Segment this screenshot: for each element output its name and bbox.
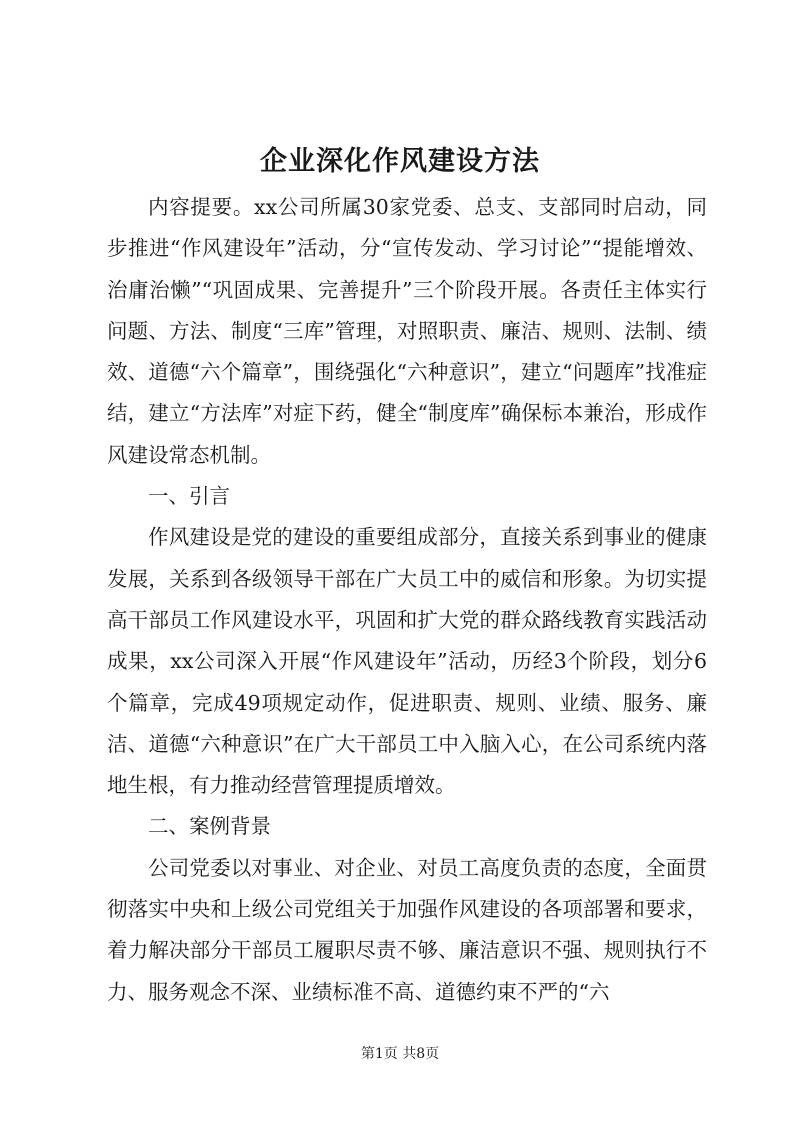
section-heading-introduction: 一、引言 [148, 484, 230, 509]
page-number-footer: 第1页 共8页 [360, 1046, 440, 1062]
background-paragraph: 公司党委以对事业、对企业、对员工高度负责的态度，全面贯彻落实中央和上级公司党组关于加强作风建设的各项部署和要求，着力解决部分干部员工履职尽责不够、廉洁意识不强、规则执行不力、服务观念不深、业绩标准不高、道德约束不严的“六 [107, 855, 707, 1004]
document-body [107, 187, 707, 1013]
abstract-paragraph: 内容提要。xx公司所属30家党委、总支、支部同时启动，同步推进“作风建设年”活动，分“宣传发动、学习讨论”“提能增效、治庸治懒”“巩固成果、完善提升”三个阶段开展。各责任主体实行问题、方法、制度“三库”管理，对照职责、廉洁、规则、法制、绩效、道德“六个篇章”，围绕强化“六种意识”，建立“问题库”找准症结，建立“方法库”对症下药，健全“制度库”确保标本兼治，形成作风建设常态机制。 [107, 195, 707, 467]
introduction-paragraph: 作风建设是党的建设的重要组成部分，直接关系到事业的健康发展，关系到各级领导干部在广大员工中的威信和形象。为切实提高干部员工作风建设水平，巩固和扩大党的群众路线教育实践活动成果，xx公司深入开展“作风建设年”活动，历经3个阶段，划分6个篇章，完成49项规定动作，促进职责、规则、业绩、服务、廉洁、道德“六种意识”在广大干部员工中入脑入心，在公司系统内落地生根，有力推动经营管理提质增效。 [107, 525, 707, 798]
section-heading-background: 二、案例背景 [148, 814, 271, 839]
document-title: 企业深化作风建设方法 [260, 146, 540, 177]
